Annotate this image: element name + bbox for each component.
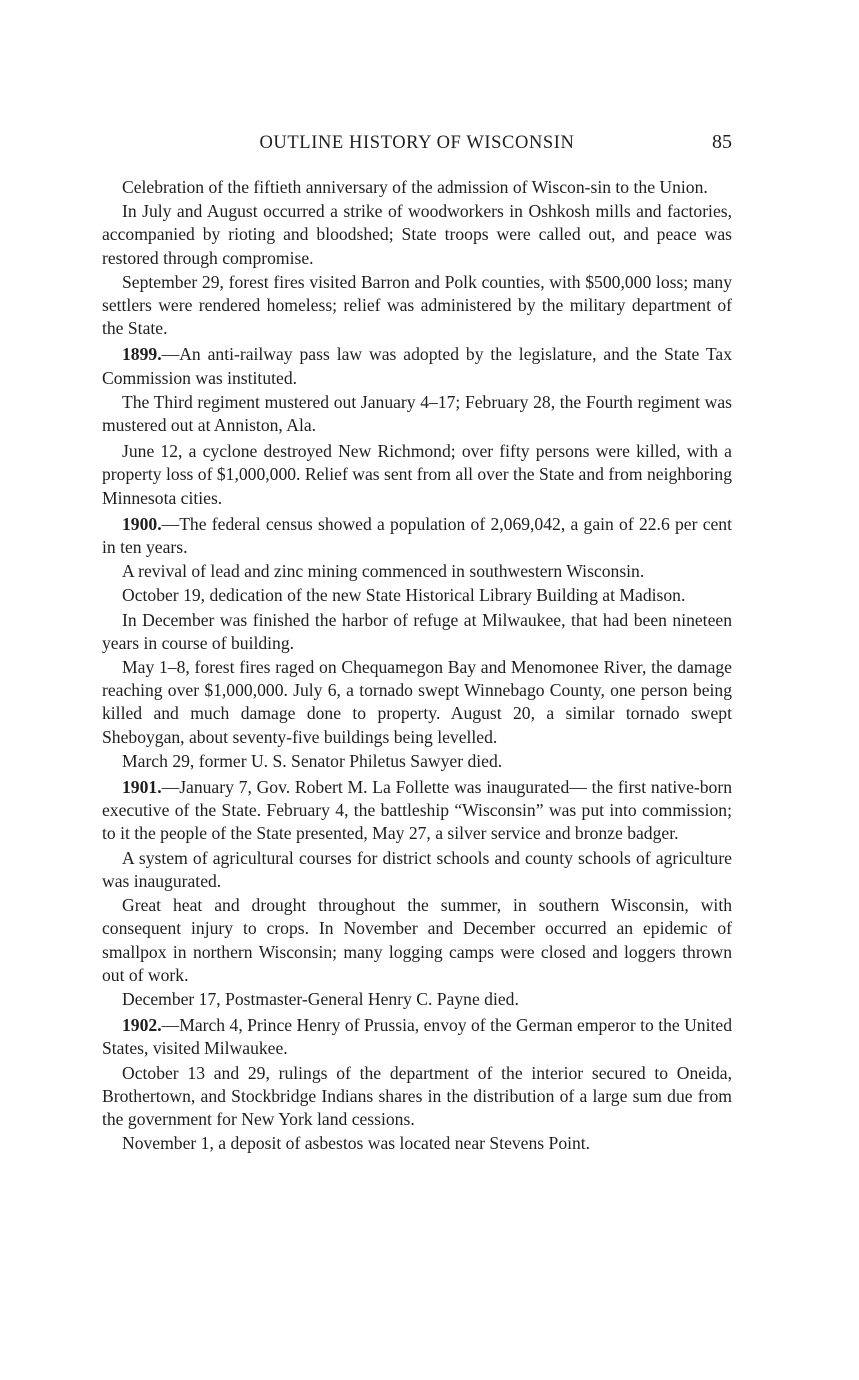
paragraph-text: In July and August occurred a strike of woodworkers in Oshkosh mills and factories, accompanied by rioting and bloodshed; State troops were called out, and peace was restored through compromise. — [102, 201, 732, 268]
body-text — [102, 176, 732, 1155]
paragraph-text: —January 7, Gov. Robert M. La Follette was inaugurated— the first native-born executive of the State. February 4, the battleship “Wisconsin” was put into commission; to it the people of the State presented, May 27, a silver service and bronze badger. — [102, 777, 732, 844]
running-head — [102, 128, 732, 162]
paragraph — [102, 440, 732, 510]
paragraph — [102, 513, 732, 559]
paragraph-text: A revival of lead and zinc mining commenced in southwestern Wisconsin. — [122, 561, 645, 582]
paragraph-text: October 13 and 29, rulings of the department of the interior secured to Oneida, Brothertown, and Stockbridge Indians shares in the distribution of a large sum due from the government for New York land cessions. — [102, 1062, 732, 1129]
paragraph-text: —An anti-railway pass law was adopted by the legislature, and the State Tax Commission was instituted. — [102, 344, 732, 388]
paragraph — [102, 391, 732, 437]
page-number: 85 — [712, 131, 732, 153]
paragraph-text: March 29, former U. S. Senator Philetus Sawyer died. — [122, 750, 503, 771]
paragraph-text: October 19, dedication of the new State Historical Library Building at Madison. — [122, 585, 686, 606]
book-page — [102, 128, 732, 1156]
paragraph — [102, 609, 732, 655]
year-heading: 1900. — [122, 513, 162, 534]
paragraph-text: December 17, Postmaster-General Henry C. Payne died. — [122, 988, 519, 1009]
paragraph-text: May 1–8, forest fires raged on Chequamegon Bay and Menomonee River, the damage reaching over $1,000,000. July 6, a tornado swept Winnebago County, one person being killed and much damage done to property. August 20, a similar tornado swept Sheboygan, about seventy-five buildings being levelled. — [102, 657, 732, 747]
paragraph-text: November 1, a deposit of asbestos was located near Stevens Point. — [122, 1133, 591, 1154]
paragraph-text: Celebration of the fiftieth anniversary of the admission of Wiscon-sin to the Union. — [122, 177, 708, 197]
paragraph — [102, 584, 732, 607]
paragraph — [102, 1014, 732, 1060]
paragraph — [102, 176, 732, 199]
page-title: OUTLINE HISTORY OF WISCONSIN — [259, 133, 575, 153]
paragraph — [102, 750, 732, 773]
paragraph-text: Great heat and drought throughout the summer, in southern Wisconsin, with consequent injury to crops. In November and December occurred an epidemic of smallpox in northern Wisconsin; many logging camps were closed and loggers thrown out of work. — [102, 895, 732, 985]
paragraph-text: June 12, a cyclone destroyed New Richmond; over fifty persons were killed, with a property loss of $1,000,000. Relief was sent from all over the State and from neighboring Minnesota cities. — [102, 441, 732, 508]
paragraph — [102, 271, 732, 341]
paragraph — [102, 656, 732, 749]
paragraph — [102, 1132, 732, 1155]
paragraph — [102, 847, 732, 893]
paragraph — [102, 1062, 732, 1132]
paragraph-text: In December was finished the harbor of refuge at Milwaukee, that had been nineteen years in course of building. — [102, 609, 732, 653]
paragraph-text: The Third regiment mustered out January 4–17; February 28, the Fourth regiment was mustered out at Anniston, Ala. — [102, 391, 732, 436]
paragraph — [102, 776, 732, 846]
paragraph-text: —March 4, Prince Henry of Prussia, envoy of the German emperor to the United States, visited Milwaukee. — [102, 1015, 732, 1059]
paragraph-text: —The federal census showed a population of 2,069,042, a gain of 22.6 per cent in ten years. — [102, 513, 732, 558]
paragraph — [102, 200, 732, 270]
year-heading: 1902. — [122, 1015, 162, 1036]
paragraph-text: September 29, forest fires visited Barron and Polk counties, with $500,000 loss; many settlers were rendered homeless; relief was administered by the military department of the State. — [102, 271, 732, 339]
year-heading: 1899. — [122, 344, 162, 365]
paragraph — [102, 894, 732, 987]
paragraph — [102, 343, 732, 389]
paragraph — [102, 560, 732, 583]
year-heading: 1901. — [122, 777, 162, 798]
paragraph — [102, 988, 732, 1011]
paragraph-text: A system of agricultural courses for district schools and county schools of agriculture was inaugurated. — [102, 847, 732, 891]
